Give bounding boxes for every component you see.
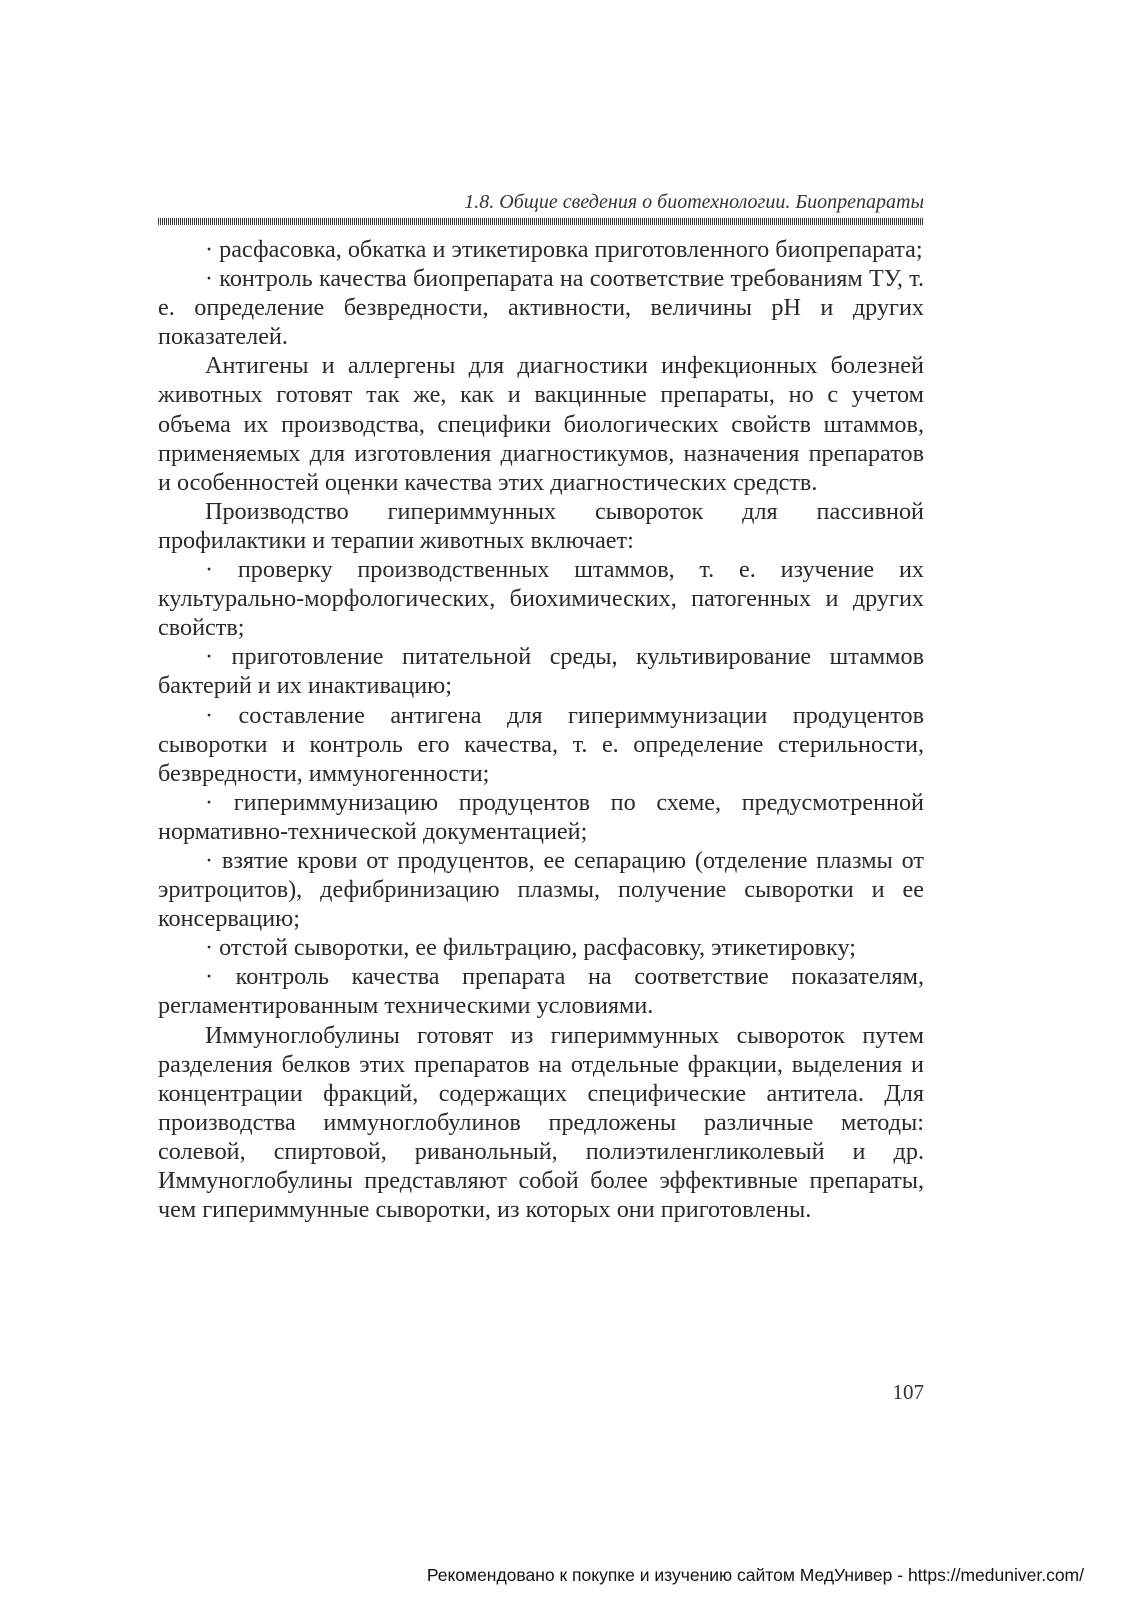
paragraph: · проверку производственных штаммов, т. е. изучение их культурально-морфологических, биохимических, патогенных и других свойств; (158, 556, 924, 642)
paragraph: Иммуноглобулины готовят из гипериммунных сывороток путем разделения белков этих препаратов на отдельные фракции, выделения и концентрации фракций, содержащих специфические антитела. Для производства иммуноглобулинов предложены различные методы: солевой, спиртовой, риванольный, полиэтиленгликолевый и др. Иммуноглобулины представляют собой более эффективные препараты, чем гипериммунные сыворотки, из которых они приготовлены. (158, 1021, 924, 1224)
running-header: 1.8. Общие сведения о биотехнологии. Биопрепараты (464, 191, 924, 213)
paragraph: · приготовление питательной среды, культивирование штаммов бактерий и их инактивацию; (158, 643, 924, 700)
paragraph: · расфасовка, обкатка и этикетировка приготовленного биопрепарата; (205, 236, 923, 263)
footer-watermark: Рекомендовано к покупке и изучению сайтом МедУнивер - https://meduniver.com/ (426, 1565, 1084, 1585)
paragraph: · отстой сыворотки, ее фильтрацию, расфасовку, этикетировку; (205, 934, 856, 962)
paragraph: · контроль качества биопрепарата на соответствие требованиям ТУ, т. е. определение безвредности, активности, величины рН и других показателей. (158, 265, 924, 351)
paragraph: · взятие крови от продуцентов, ее сепарацию (отделение плазмы от эритроцитов), дефибринизацию плазмы, получение сыворотки и ее консервацию; (158, 846, 924, 933)
header-rule (158, 218, 924, 225)
page-content (158, 190, 924, 1224)
body-text (158, 235, 924, 1224)
paragraph: Антигены и аллергены для диагностики инфекционных болезней животных готовят так же, как и вакцинные препараты, но с учетом объема их производства, специфики биологических свойств штаммов, применяемых для изготовления диагностикумов, назначения препаратов и особенностей оценки качества этих диагностических средств. (158, 352, 924, 496)
page-number: 107 (892, 1380, 924, 1404)
paragraph: · контроль качества препарата на соответствие показателям, регламентированным техническими условиями. (158, 963, 924, 1020)
paragraph: Производство гипериммунных сывороток для пассивной профилактики и терапии животных включает: (158, 497, 924, 554)
paragraph: · составление антигена для гипериммунизации продуцентов сыворотки и контроль его качества, т. е. определение стерильности, безвредности, иммуногенности; (158, 701, 924, 787)
paragraph: · гипериммунизацию продуцентов по схеме, предусмотренной нормативно-технической документацией; (158, 788, 924, 845)
